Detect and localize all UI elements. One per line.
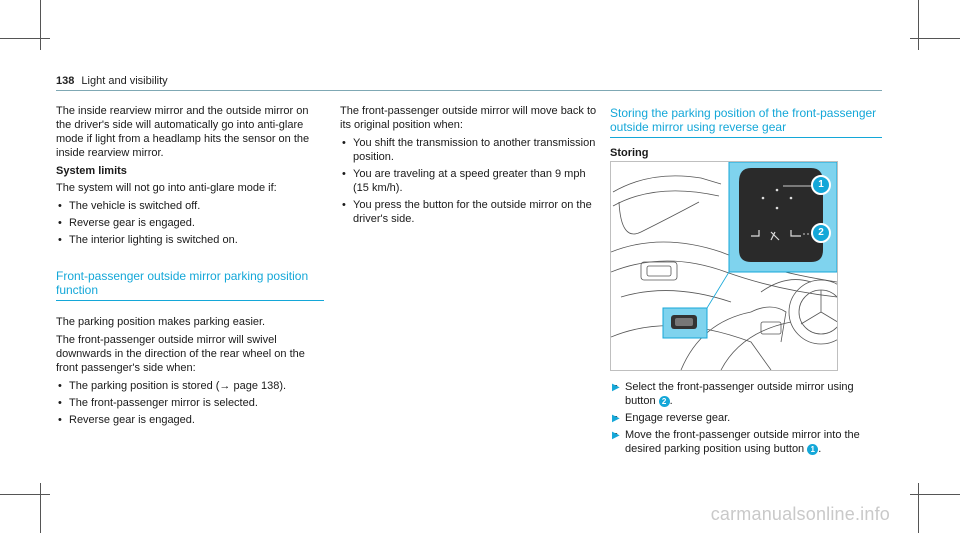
step-item: • ▶ Select the front-passenger outside mirror using button 2 .	[612, 380, 882, 408]
step-text: Select the front-passenger outside mirror using button	[625, 381, 854, 407]
list-item: • You are traveling at a speed greater than 9 mph (15 km/h).	[340, 167, 598, 195]
step-text: Engage reverse gear.	[625, 412, 731, 424]
intro-paragraph: The inside rearview mirror and the outside mirror on the driver's side will automatically go into anti-glare mode if light from a headlamp hits the sensor on the inside rearview mirror.	[56, 105, 310, 159]
section-name: Light and visibility	[81, 75, 168, 87]
limits-intro: The system will not go into anti-glare mode if:	[56, 182, 277, 194]
crop-mark	[40, 483, 41, 533]
steps-column	[612, 380, 882, 464]
reset-conditions-list	[340, 136, 598, 226]
storing-title: Storing	[610, 147, 649, 159]
list-item: • Reverse gear is engaged.	[56, 413, 324, 427]
crop-mark	[918, 0, 919, 50]
step-text: Move the front-passenger outside mirror into the desired parking position using button	[625, 429, 860, 455]
watermark: carmanualsonline.info	[710, 504, 890, 524]
section-title-storing: Storing the parking position of the front-passenger outside mirror using reverse gear	[610, 106, 877, 134]
step-item: • ▶ Move the front-passenger outside mirror into the desired parking position using button 1 .	[612, 428, 882, 456]
list-item: • The vehicle is switched off.	[56, 199, 324, 213]
page-number: 138	[56, 75, 75, 87]
door-panel-illustration	[610, 161, 838, 371]
callout-1: 1	[811, 175, 831, 195]
system-limits-title: System limits	[56, 165, 127, 177]
door-panel-drawing	[611, 162, 837, 370]
crop-mark	[40, 0, 41, 50]
paragraph: The parking position makes parking easier.	[56, 316, 266, 328]
button-ref-badge: 2	[659, 396, 670, 407]
section-title-parking-function: Front-passenger outside mirror parking position function	[56, 269, 309, 297]
step-arrow-icon: • ▶	[612, 430, 620, 441]
list-item: • Reverse gear is engaged.	[56, 216, 324, 230]
paragraph: The front-passenger outside mirror will swivel downwards in the direction of the rear wheel on the front passenger's side when:	[56, 334, 305, 374]
list-item: • You press the button for the outside mirror on the driver's side.	[340, 198, 598, 226]
right-column	[610, 84, 882, 163]
step-item	[612, 411, 882, 425]
crop-mark	[0, 38, 50, 39]
middle-column	[340, 104, 598, 234]
section-rule	[610, 137, 882, 138]
list-item[interactable]: • The parking position is stored (→ page 138).	[56, 379, 324, 393]
step-arrow-icon: • ▶	[612, 413, 620, 424]
list-item: • You shift the transmission to another transmission position.	[340, 136, 598, 164]
page-header	[56, 75, 168, 87]
section-rule	[56, 300, 324, 301]
list-item: • The front-passenger mirror is selected.	[56, 396, 324, 410]
limits-list	[56, 199, 324, 247]
left-column	[56, 104, 324, 435]
crop-mark	[918, 483, 919, 533]
button-ref-badge: 1	[807, 444, 818, 455]
conditions-list	[56, 379, 324, 427]
callout-2: 2	[811, 223, 831, 243]
intro-paragraph: The front-passenger outside mirror will move back to its original position when:	[340, 105, 597, 131]
list-item: • The interior lighting is switched on.	[56, 233, 324, 247]
steps-list	[612, 380, 882, 456]
crop-mark	[0, 494, 50, 495]
step-arrow-icon: • ▶	[612, 382, 620, 393]
